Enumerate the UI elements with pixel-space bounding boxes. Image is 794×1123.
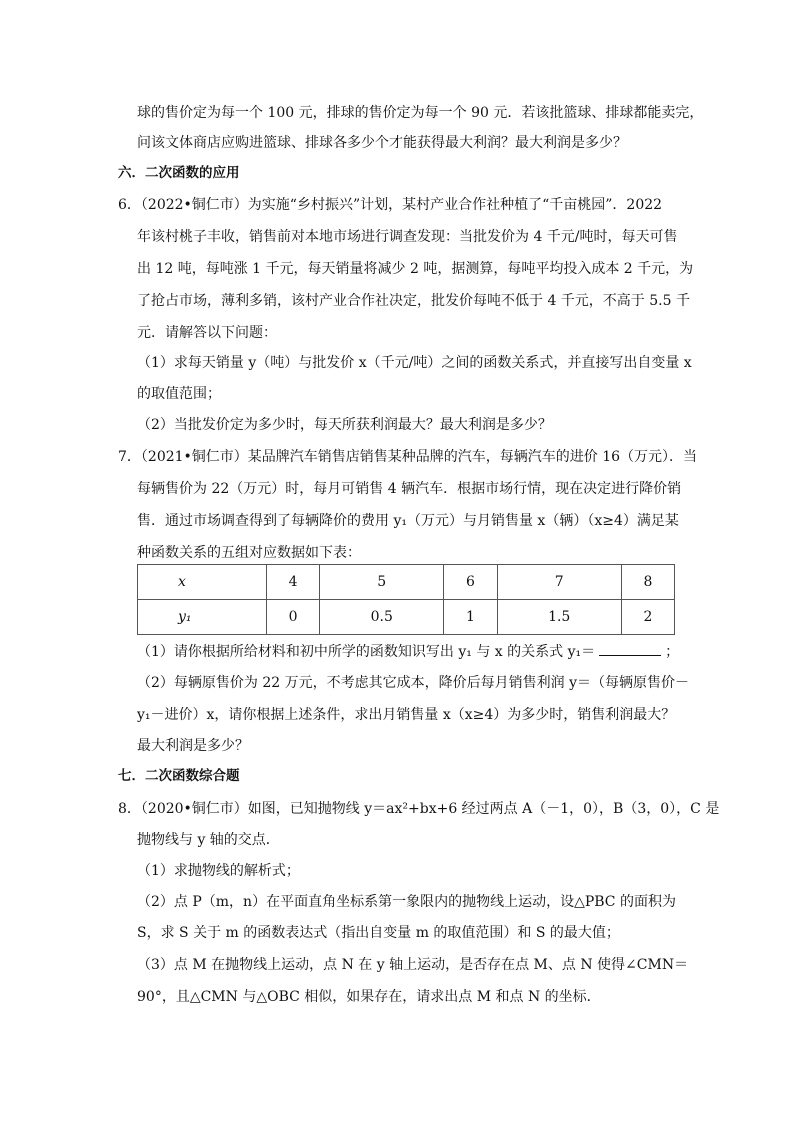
table-row xyxy=(138,600,675,635)
question-8-part-3: 90°，且△CMN 与△OBC 相似，如果存在，请求出点 M 和点 N 的坐标． xyxy=(137,989,601,1005)
question-6-part-2: （2）当批发价定为多少时，每天所获利润最大？最大利润是多少？ xyxy=(137,417,552,433)
text-line: 问该文体商店应购进篮球、排球各多少个才能获得最大利润？最大利润是多少？ xyxy=(137,135,627,151)
question-8-part-1: （1）求抛物线的解析式； xyxy=(137,863,300,879)
question-8-line: 8．（2020•铜仁市）如图，已知抛物线 y＝ax²+bx+6 经过两点 A（－1，0），B（3，0），C 是 xyxy=(118,801,720,817)
table-cell: x xyxy=(138,565,267,600)
table-cell: 1 xyxy=(444,600,497,635)
table-cell: 2 xyxy=(621,600,674,635)
table-cell: 0 xyxy=(267,600,320,635)
question-6-line: 元．请解答以下问题： xyxy=(137,325,277,341)
question-6-part-1: （1）求每天销量 y（吨）与批发价 x（千元/吨）之间的函数关系式，并直接写出自变量 x xyxy=(137,355,692,371)
question-8-part-2: S，求 S 关于 m 的函数表达式（指出自变量 m 的取值范围）和 S 的最大值； xyxy=(137,925,620,941)
question-7-part-1-end: ； xyxy=(665,644,680,660)
question-6-line: 6．（2022•铜仁市）为实施“乡村振兴”计划，某村产业合作社种植了“千亩桃园”．2022 xyxy=(118,197,663,213)
question-7-line: 每辆售价为 22（万元）时，每月可销售 4 辆汽车．根据市场行情，现在决定进行降价销 xyxy=(137,481,682,497)
section-heading-7: 七．二次函数综合题 xyxy=(118,768,240,784)
question-6-line: 了抢占市场，薄利多销，该村产业合作社决定，批发价每吨不低于 4 千元，不高于 5.5 千 xyxy=(137,293,690,309)
question-7-part-2: 最大利润是多少？ xyxy=(137,738,249,754)
question-7-part-1-text: （1）请你根据所给材料和初中所学的函数知识写出 y₁ 与 x 的关系式 y₁＝ xyxy=(137,644,596,660)
section-heading-6: 六．二次函数的应用 xyxy=(118,165,240,181)
question-8-part-2: （2）点 P（m，n）在平面直角坐标系第一象限内的抛物线上运动，设△PBC 的面积为 xyxy=(137,894,676,910)
data-table xyxy=(137,564,675,635)
table-cell: y₁ xyxy=(138,600,267,635)
answer-blank[interactable] xyxy=(599,641,661,656)
table-row xyxy=(138,565,675,600)
table-cell: 4 xyxy=(267,565,320,600)
table-cell: 5 xyxy=(320,565,444,600)
table-cell: 0.5 xyxy=(320,600,444,635)
question-6-line: 出 12 吨，每吨涨 1 千元，每天销量将减少 2 吨，据测算，每吨平均投入成本 2 千元，为 xyxy=(137,261,694,277)
question-7-line: 种函数关系的五组对应数据如下表： xyxy=(137,545,361,561)
table-cell: 1.5 xyxy=(497,600,621,635)
question-8-part-3: （3）点 M 在抛物线上运动，点 N 在 y 轴上运动，是否存在点 M、点 N 使得∠CMN＝ xyxy=(137,957,689,973)
question-8-line: 抛物线与 y 轴的交点． xyxy=(137,832,280,848)
question-7-part-2: （2）每辆原售价为 22 万元，不考虑其它成本，降价后每月销售利润 y＝（每辆原售价－ xyxy=(137,675,689,691)
question-6-line: 年该村桃子丰收，销售前对本地市场进行调查发现：当批发价为 4 千元/吨时，每天可售 xyxy=(137,229,678,245)
question-7-part-1 xyxy=(137,641,679,662)
question-7-part-2: y₁－进价）x，请你根据上述条件，求出月销售量 x（x≥4）为多少时，销售利润最大？ xyxy=(137,707,676,723)
table-cell: 7 xyxy=(497,565,621,600)
text-line: 球的售价定为每一个 100 元，排球的售价定为每一个 90 元．若该批篮球、排球都能卖完， xyxy=(137,105,704,121)
question-7-line: 售．通过市场调查得到了每辆降价的费用 y₁（万元）与月销售量 x（辆）（x≥4）满足某 xyxy=(137,513,679,529)
question-7-line: 7．（2021•铜仁市）某品牌汽车销售店销售某种品牌的汽车，每辆汽车的进价 16（万元）．当 xyxy=(118,449,698,465)
question-6-part-1: 的取值范围； xyxy=(137,386,221,402)
table-cell: 8 xyxy=(621,565,674,600)
table-cell: 6 xyxy=(444,565,497,600)
